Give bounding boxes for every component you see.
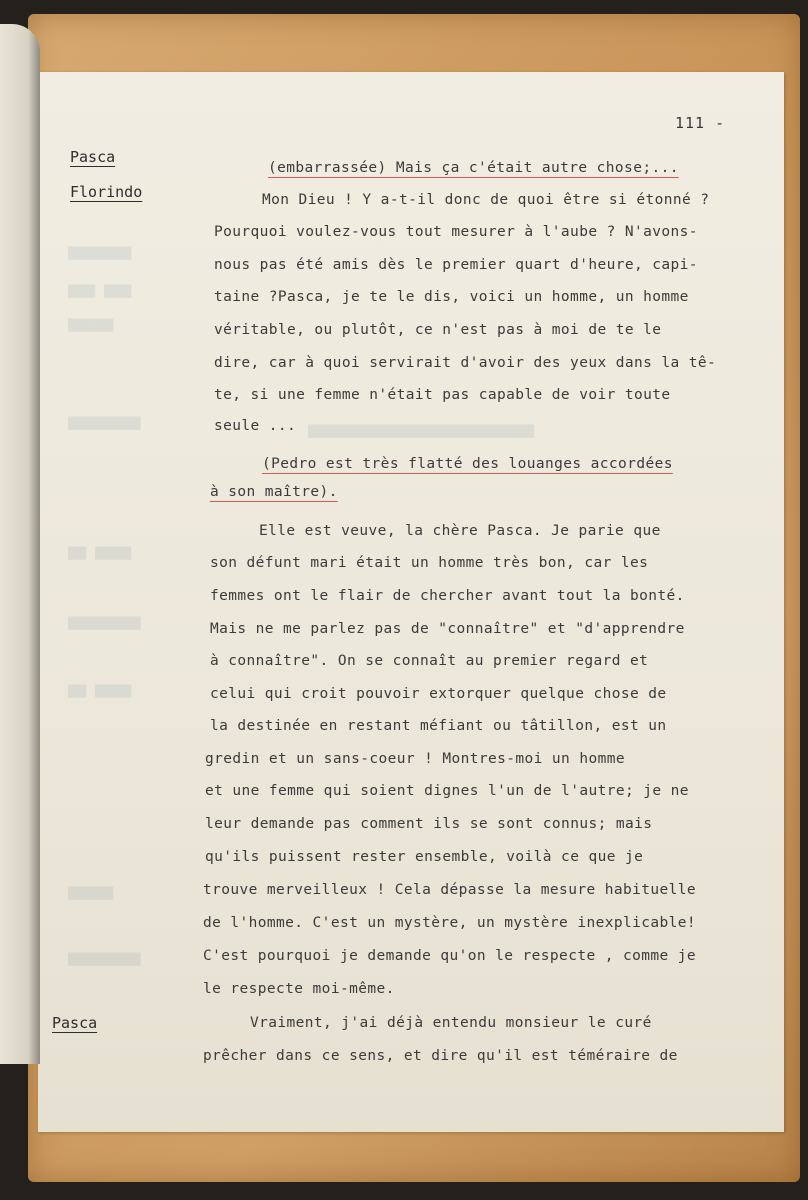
text-line: prêcher dans ce sens, et dire qu'il est téméraire de bbox=[203, 1048, 678, 1064]
text-line: nous pas été amis dès le premier quart d'heure, capi- bbox=[214, 257, 698, 273]
text-line: femmes ont le flair de chercher avant tout la bonté. bbox=[210, 588, 685, 604]
text-line: de l'homme. C'est un mystère, un mystère inexplicable! bbox=[203, 915, 697, 931]
text-line: taine ?Pasca, je te le dis, voici un homme, un homme bbox=[214, 289, 689, 305]
stage-direction: (embarrassée) Mais ça c'était autre chose;... bbox=[268, 160, 679, 176]
text-line: Elle est veuve, la chère Pasca. Je parie que bbox=[259, 523, 661, 539]
speaker-label-pasca: Pasca bbox=[70, 148, 116, 166]
show-through-text: ▆▆ ▆▆▆▆ bbox=[68, 680, 132, 698]
text-line: dire, car à quoi servirait d'avoir des yeux dans la tê- bbox=[214, 355, 717, 371]
show-through-text: ▆▆▆▆▆ bbox=[68, 314, 114, 332]
show-through-text: ▆▆▆▆▆▆▆▆ bbox=[68, 412, 141, 430]
text-line: et une femme qui soient dignes l'un de l'autre; je ne bbox=[205, 783, 689, 799]
show-through-text: ▆▆▆▆▆ bbox=[68, 882, 114, 900]
text-line: Pourquoi voulez-vous tout mesurer à l'aube ? N'avons- bbox=[214, 224, 698, 240]
text-line: gredin et un sans-coeur ! Montres-moi un homme bbox=[205, 751, 625, 767]
text-line: la destinée en restant méfiant ou tâtillon, est un bbox=[210, 718, 667, 734]
text-line: leur demande pas comment ils se sont connus; mais bbox=[205, 816, 653, 832]
show-through-text: ▆▆▆▆▆▆▆ bbox=[68, 242, 132, 260]
show-through-text: ▆▆▆▆▆▆▆▆▆▆▆▆▆▆▆▆▆▆▆▆▆▆▆▆▆ bbox=[308, 420, 534, 438]
show-through-text: ▆▆▆▆▆▆▆▆ bbox=[68, 612, 141, 630]
text-line: à connaître". On se connaît au premier regard et bbox=[210, 653, 649, 669]
text-line: qu'ils puissent rester ensemble, voilà ce que je bbox=[205, 849, 644, 865]
text-line: te, si une femme n'était pas capable de voir toute bbox=[214, 387, 671, 403]
left-page-curl bbox=[0, 24, 40, 1064]
text-line: Mon Dieu ! Y a-t-il donc de quoi être si étonné ? bbox=[262, 192, 710, 208]
text-line: le respecte moi-même. bbox=[203, 981, 395, 997]
text-line: C'est pourquoi je demande qu'on le respecte , comme je bbox=[203, 948, 697, 964]
text-line: Mais ne me parlez pas de "connaître" et "d'apprendre bbox=[210, 621, 685, 637]
text-line: trouve merveilleux ! Cela dépasse la mesure habituelle bbox=[203, 882, 697, 898]
stage-direction: (Pedro est très flatté des louanges accordées bbox=[262, 456, 673, 472]
speaker-label-pasca: Pasca bbox=[52, 1014, 98, 1032]
show-through-text: ▆▆▆▆▆▆▆▆ bbox=[68, 948, 141, 966]
show-through-text: ▆▆▆ ▆▆▆ bbox=[68, 280, 132, 298]
show-through-text: ▆▆ ▆▆▆▆ bbox=[68, 542, 132, 560]
text-line: véritable, ou plutôt, ce n'est pas à moi de te le bbox=[214, 322, 662, 338]
text-line: son défunt mari était un homme très bon, car les bbox=[210, 555, 649, 571]
speaker-label-florindo: Florindo bbox=[70, 183, 143, 201]
stage-direction: à son maître). bbox=[210, 484, 338, 500]
page-number: 111 - bbox=[675, 114, 726, 132]
text-line: seule ... bbox=[214, 418, 297, 434]
text-line: celui qui croit pouvoir extorquer quelque chose de bbox=[210, 686, 667, 702]
text-line: Vraiment, j'ai déjà entendu monsieur le curé bbox=[250, 1015, 652, 1031]
